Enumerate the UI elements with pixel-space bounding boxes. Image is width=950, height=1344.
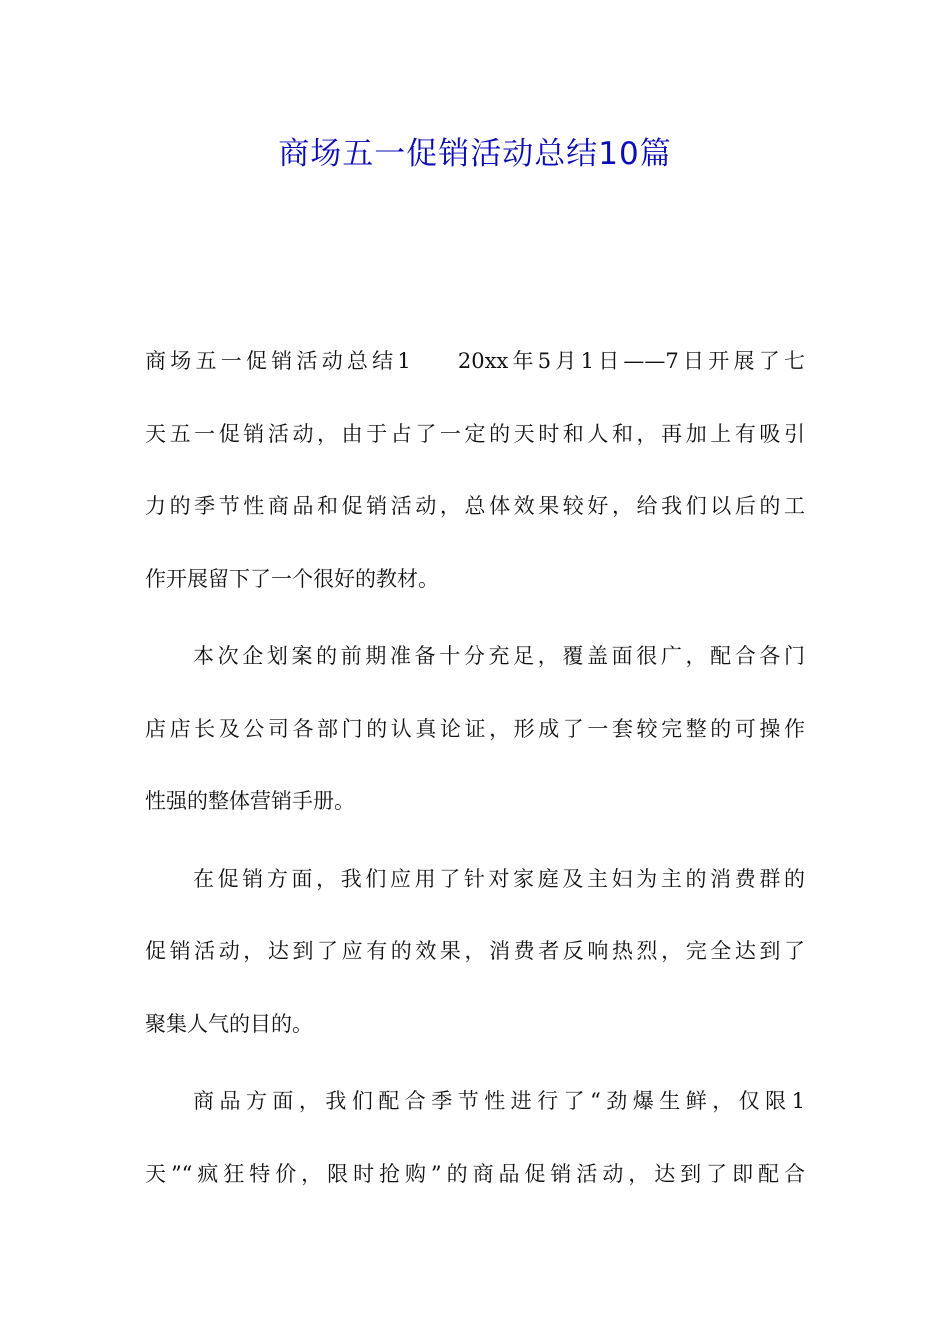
document-title: 商场五一促销活动总结10篇 <box>278 136 672 172</box>
paragraph-4-line-1: 商品方面，我们配合季节性进行了“劲爆生鲜，仅限1 <box>193 1089 805 1113</box>
paragraph-3-line-3: 聚集人气的目的。 <box>145 1011 313 1036</box>
paragraph-2-line-2: 店店长及公司各部门的认真论证，形成了一套较完整的可操作 <box>145 716 805 741</box>
paragraph-3-line-2: 促销活动，达到了应有的效果，消费者反响热烈，完全达到了 <box>145 939 805 963</box>
paragraph-3-line-1: 在促销方面，我们应用了针对家庭及主妇为主的消费群的 <box>193 866 805 891</box>
paragraph-4-line-2: 天”“疯狂特价，限时抢购”的商品促销活动，达到了即配合 <box>145 1161 805 1186</box>
paragraph-1-line-2: 天五一促销活动，由于占了一定的天时和人和，再加上有吸引 <box>145 421 805 446</box>
paragraph-1-line-3: 力的季节性商品和促销活动，总体效果较好，给我们以后的工 <box>145 494 805 518</box>
paragraph-2-line-3: 性强的整体营销手册。 <box>145 789 355 813</box>
paragraph-1-line-1: 商场五一促销活动总结1 20xx年5月1日——7日开展了七 <box>145 349 805 373</box>
paragraph-1-line-4: 作开展留下了一个很好的教材。 <box>145 566 439 591</box>
paragraph-2-line-1: 本次企划案的前期准备十分充足，覆盖面很广，配合各门 <box>193 644 805 668</box>
document-body <box>145 340 805 1225</box>
